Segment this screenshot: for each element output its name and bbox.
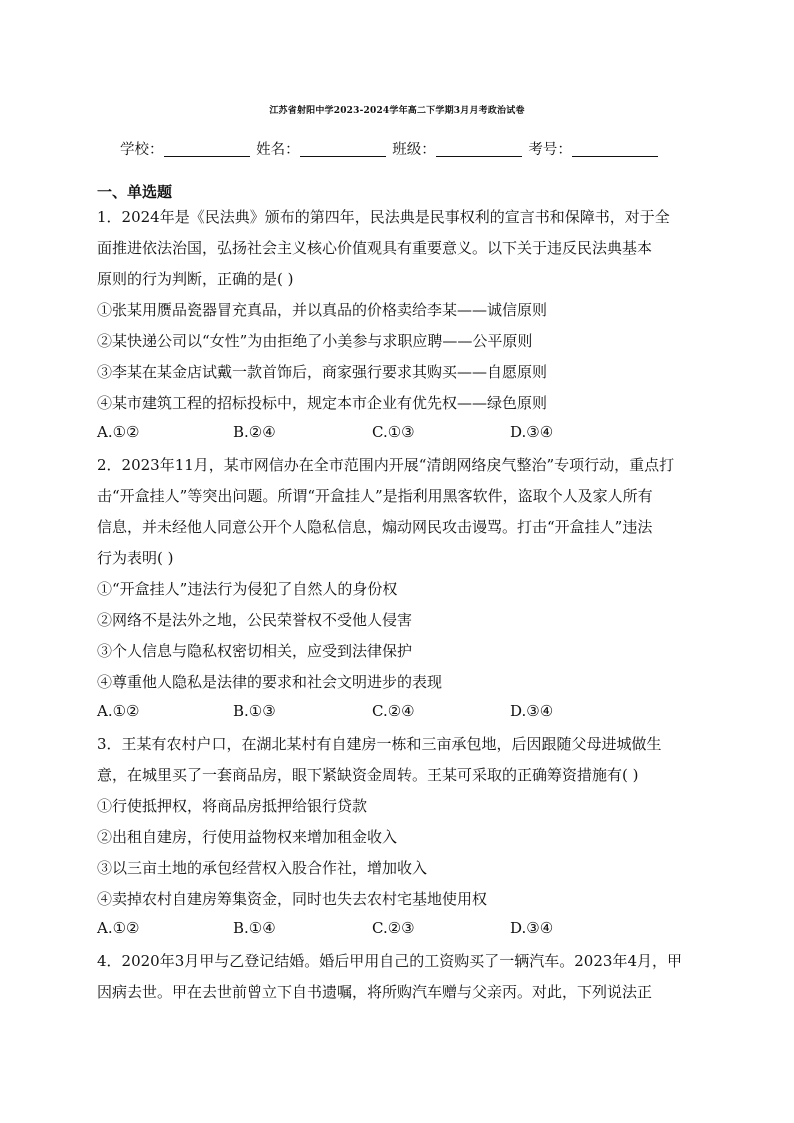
q3-item: ②出租自建房，行使用益物权来增加租金收入 (97, 828, 398, 846)
q2-stem-line: 行为表明( ) (97, 549, 174, 567)
page-title: 江苏省射阳中学2023-2024学年高二下学期3月月考政治试卷 (269, 106, 525, 116)
q4-stem-line: 因病去世。甲在去世前曾立下自书遗嘱，将所购汽车赠与父亲丙。对此，下列说法正 (97, 983, 653, 1001)
q1-stem-line: 1．2024年是《民法典》颁布的第四年，民法典是民事权利的宣言书和保障书，对于全 (97, 208, 670, 226)
q1-item: ③李某在某金店试戴一款首饰后，商家强行要求其购买——自愿原则 (97, 363, 548, 381)
student-info-row (120, 138, 660, 159)
school-blank[interactable] (164, 142, 250, 157)
school-label: 学校： (120, 142, 164, 158)
exam-number-field (528, 138, 660, 159)
q3-stem-line: 3．王某有农村户口，在湖北某村有自建房一栋和三亩承包地，后因跟随父母进城做生 (97, 735, 662, 753)
q2-item: ①“开盒挂人”违法行为侵犯了自然人的身份权 (97, 580, 398, 598)
class-field (392, 138, 524, 159)
q2-item: ②网络不是法外之地，公民荣誉权不受他人侵害 (97, 611, 413, 629)
q2-item: ③个人信息与隐私权密切相关，应受到法律保护 (97, 642, 413, 660)
q2-stem-line: 2．2023年11月，某市网信办在全市范围内开展“清朗网络戾气整治”专项行动，重点打 (97, 456, 675, 474)
q1-option-b[interactable]: B.②④ (233, 423, 276, 441)
section-heading: 一、单选题 (97, 183, 173, 201)
q1-stem-line: 面推进依法治国，弘扬社会主义核心价值观具有重要意义。以下关于违反民法典基本 (97, 239, 653, 257)
class-blank[interactable] (436, 142, 522, 157)
q3-stem-line: 意，在城里买了一套商品房，眼下紧缺资金周转。王某可采取的正确筹资措施有( ) (97, 766, 639, 784)
q3-item: ③以三亩土地的承包经营权入股合作社，增加收入 (97, 859, 428, 877)
q2-stem-line: 击“开盒挂人”等突出问题。所谓“开盒挂人”是指利用黑客软件，盗取个人及家人所有 (97, 487, 653, 505)
name-field (256, 138, 388, 159)
school-field (120, 138, 252, 159)
name-label: 姓名： (256, 142, 300, 158)
exam-number-blank[interactable] (572, 142, 658, 157)
q2-option-b[interactable]: B.①③ (233, 702, 276, 720)
q2-option-d[interactable]: D.③④ (510, 702, 554, 720)
q3-option-b[interactable]: B.①④ (233, 919, 276, 937)
q1-item: ②某快递公司以“女性”为由拒绝了小美参与求职应聘——公平原则 (97, 332, 533, 350)
q2-option-c[interactable]: C.②④ (372, 702, 415, 720)
q2-option-a[interactable]: A.①② (97, 702, 140, 720)
q2-stem-line: 信息，并未经他人同意公开个人隐私信息，煽动网民攻击谩骂。打击“开盒挂人”违法 (97, 518, 653, 536)
q1-item: ①张某用赝品瓷器冒充真品，并以真品的价格卖给李某——诚信原则 (97, 301, 548, 319)
q1-stem-line: 原则的行为判断，正确的是( ) (97, 270, 294, 288)
q1-option-d[interactable]: D.③④ (510, 423, 554, 441)
q1-option-a[interactable]: A.①② (97, 423, 140, 441)
name-blank[interactable] (300, 142, 386, 157)
q1-option-c[interactable]: C.①③ (372, 423, 415, 441)
q1-item: ④某市建筑工程的招标投标中，规定本市企业有优先权——绿色原则 (97, 394, 548, 412)
q3-option-c[interactable]: C.②③ (372, 919, 415, 937)
q4-stem-line: 4．2020年3月甲与乙登记结婚。婚后甲用自己的工资购买了一辆汽车。2023年4月，甲 (97, 952, 682, 970)
q3-option-d[interactable]: D.③④ (510, 919, 554, 937)
exam-number-label: 考号： (528, 142, 572, 158)
q3-item: ①行使抵押权，将商品房抵押给银行贷款 (97, 797, 368, 815)
q3-option-a[interactable]: A.①② (97, 919, 140, 937)
q2-item: ④尊重他人隐私是法律的要求和社会文明进步的表现 (97, 673, 443, 691)
class-label: 班级： (392, 142, 436, 158)
q3-item: ④卖掉农村自建房筹集资金，同时也失去农村宅基地使用权 (97, 890, 488, 908)
